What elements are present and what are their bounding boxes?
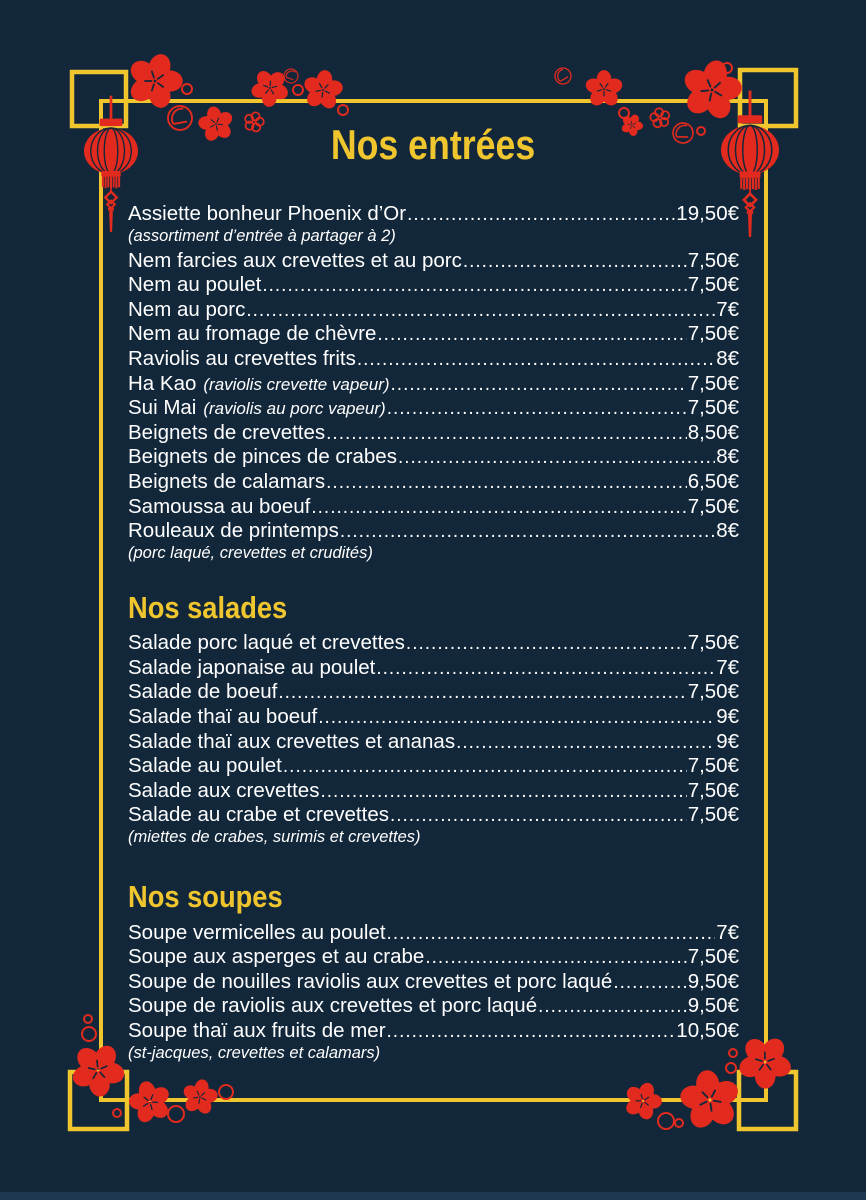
menu-item (128, 445, 739, 470)
dish-name: Salade porc laqué et crevettes (128, 631, 405, 655)
menu-item-row (128, 705, 739, 730)
dish-inline-note: (raviolis au porc vapeur) (203, 399, 386, 419)
dish-price: 9€ (716, 705, 739, 729)
dish-name: Soupe vermicelles au poulet (128, 920, 386, 944)
dish-name: Beignets de crevettes (128, 420, 326, 444)
dish-price: 8€ (716, 445, 739, 469)
dish-price: 7,50€ (687, 371, 739, 395)
dish-name: Assiette bonheur Phoenix d’Or (128, 202, 407, 225)
dot-leader (387, 922, 716, 947)
menu-item-row (128, 421, 739, 446)
section-entrees (128, 202, 739, 566)
menu-item (128, 994, 739, 1019)
dot-leader (391, 373, 687, 398)
menu-item-row (128, 803, 739, 828)
dish-name: Nem au porc (128, 297, 246, 321)
menu-item-row (128, 298, 739, 323)
menu-item (128, 656, 739, 681)
menu-item-row (128, 754, 739, 779)
menu-item (128, 803, 739, 850)
dot-leader (456, 731, 715, 756)
dish-name: Samoussa au boeuf (128, 494, 311, 518)
dot-leader (326, 422, 687, 447)
dish-name: Beignets de calamars (128, 469, 326, 493)
dot-leader (387, 397, 687, 422)
dish-name: Beignets de pinces de crabes (128, 445, 397, 469)
dish-price: 9,50€ (687, 994, 739, 1018)
dish-price: 7,50€ (687, 322, 739, 346)
menu-item-row (128, 273, 739, 298)
menu-item-row (128, 631, 739, 656)
dish-price: 7,50€ (687, 396, 739, 420)
section-soupes (128, 881, 739, 1066)
dish-name: Soupe thaï aux fruits de mer (128, 1018, 386, 1042)
menu-item (128, 779, 739, 804)
dish-note: (miettes de crabes, surimis et crevettes) (128, 828, 421, 847)
dish-name: Sui Mai (raviolis au porc vapeur) (128, 396, 386, 420)
dot-leader (377, 323, 686, 348)
dish-name: Nem au poulet (128, 273, 262, 297)
dish-name: Salade au poulet (128, 754, 282, 778)
menu-item (128, 202, 739, 249)
dish-price: 8,50€ (687, 420, 739, 444)
dish-note: (st-jacques, crevettes et calamars) (128, 1043, 381, 1062)
dish-price: 7,50€ (687, 273, 739, 297)
menu-item-row (128, 396, 739, 421)
dish-name: Salade au crabe et crevettes (128, 803, 389, 827)
menu-item (128, 322, 739, 347)
menu-item (128, 421, 739, 446)
menu-item-row (128, 470, 739, 495)
dot-leader (398, 446, 715, 471)
dish-name: Rouleaux de printemps (128, 519, 339, 543)
dish-name: Nem farcies aux crevettes et au porc (128, 248, 462, 272)
dish-price: 7,50€ (687, 754, 739, 778)
menu-item-row (128, 921, 739, 946)
dot-leader (283, 755, 687, 780)
dish-name: Soupe de nouilles raviolis aux crevettes et porc laqué (128, 969, 613, 993)
dish-inline-note: (raviolis crevette vapeur) (203, 374, 390, 394)
dish-price: 7,50€ (687, 778, 739, 802)
dish-note: (porc laqué, crevettes et crudités) (128, 543, 373, 562)
dish-name: Ha Kao (raviolis crevette vapeur) (128, 371, 390, 395)
dot-leader (311, 496, 686, 521)
dish-price: 7,50€ (687, 945, 739, 969)
menu-item (128, 730, 739, 755)
menu-item-row (128, 1019, 739, 1044)
dish-note: (assortiment d’entrée à partager à 2) (128, 226, 396, 245)
dish-price: 6,50€ (687, 469, 739, 493)
dish-name: Raviolis au crevettes frits (128, 346, 356, 370)
menu-item-row (128, 970, 739, 995)
dish-price: 7,50€ (687, 803, 739, 827)
dish-price: 7,50€ (687, 631, 739, 655)
menu-item-row (128, 730, 739, 755)
dish-price: 9,50€ (687, 969, 739, 993)
dot-leader (262, 274, 686, 299)
dish-price: 7€ (716, 655, 739, 679)
menu-item (128, 396, 739, 421)
menu-content (128, 202, 739, 1066)
menu-item-row (128, 945, 739, 970)
section-salades (128, 589, 739, 850)
menu-item-row (128, 680, 739, 705)
dish-name: Salade de boeuf (128, 680, 278, 704)
dot-leader (376, 657, 715, 682)
dot-leader (463, 250, 687, 275)
soupes-list (128, 921, 739, 1066)
dot-leader (278, 681, 686, 706)
menu-item (128, 519, 739, 566)
entrees-list (128, 202, 739, 566)
menu-item (128, 970, 739, 995)
menu-item (128, 372, 739, 397)
section-heading-soupes: Nos soupes (128, 879, 283, 915)
menu-item-row (128, 347, 739, 372)
menu-item (128, 273, 739, 298)
dot-leader (390, 804, 687, 829)
menu-item (128, 470, 739, 495)
menu-item-row (128, 495, 739, 520)
menu-item (128, 680, 739, 705)
dish-price: 8€ (716, 519, 739, 543)
menu-item (128, 754, 739, 779)
dish-name: Salade japonaise au poulet (128, 655, 376, 679)
menu-item-row (128, 519, 739, 544)
menu-item-row (128, 994, 739, 1019)
menu-item (128, 1019, 739, 1066)
menu-item-row (128, 202, 739, 227)
menu-item-row (128, 779, 739, 804)
dish-name: Soupe de raviolis aux crevettes et porc laqué (128, 994, 538, 1018)
dish-price: 7,50€ (687, 248, 739, 272)
bottom-strip (0, 1192, 866, 1200)
menu-item-row (128, 445, 739, 470)
dish-name: Salade aux crevettes (128, 778, 320, 802)
menu-item (128, 347, 739, 372)
dot-leader (613, 971, 686, 996)
menu-item (128, 921, 739, 946)
menu-item (128, 495, 739, 520)
menu-item-row (128, 322, 739, 347)
salades-list (128, 631, 739, 850)
dot-leader (318, 706, 715, 731)
menu-item (128, 298, 739, 323)
dot-leader (387, 1020, 676, 1045)
dot-leader (406, 632, 687, 657)
dot-leader (407, 203, 675, 228)
dish-name: Salade thaï au boeuf (128, 705, 318, 729)
page-title: Nos entrées (330, 121, 536, 168)
menu-item-row (128, 249, 739, 274)
dot-leader (246, 299, 715, 324)
dish-price: 8€ (716, 346, 739, 370)
dot-leader (340, 520, 715, 545)
dish-price: 7€ (716, 297, 739, 321)
dot-leader (357, 348, 715, 373)
dish-price: 7,50€ (687, 494, 739, 518)
dish-price: 9€ (716, 729, 739, 753)
menu-item (128, 249, 739, 274)
section-heading-salades: Nos salades (128, 589, 288, 625)
menu-item-row (128, 656, 739, 681)
dot-leader (326, 471, 687, 496)
menu-item (128, 705, 739, 730)
dish-name: Nem au fromage de chèvre (128, 322, 377, 346)
dot-leader (538, 995, 687, 1020)
dish-name: Salade thaï aux crevettes et ananas (128, 729, 456, 753)
menu-item (128, 945, 739, 970)
dish-name: Soupe aux asperges et au crabe (128, 945, 425, 969)
dish-price: 10,50€ (676, 1018, 739, 1042)
dish-price: 7,50€ (687, 680, 739, 704)
menu-item (128, 631, 739, 656)
dot-leader (425, 946, 686, 971)
dish-price: 7€ (716, 920, 739, 944)
dot-leader (320, 780, 686, 805)
dish-price: 19,50€ (676, 202, 739, 225)
menu-item-row (128, 372, 739, 397)
